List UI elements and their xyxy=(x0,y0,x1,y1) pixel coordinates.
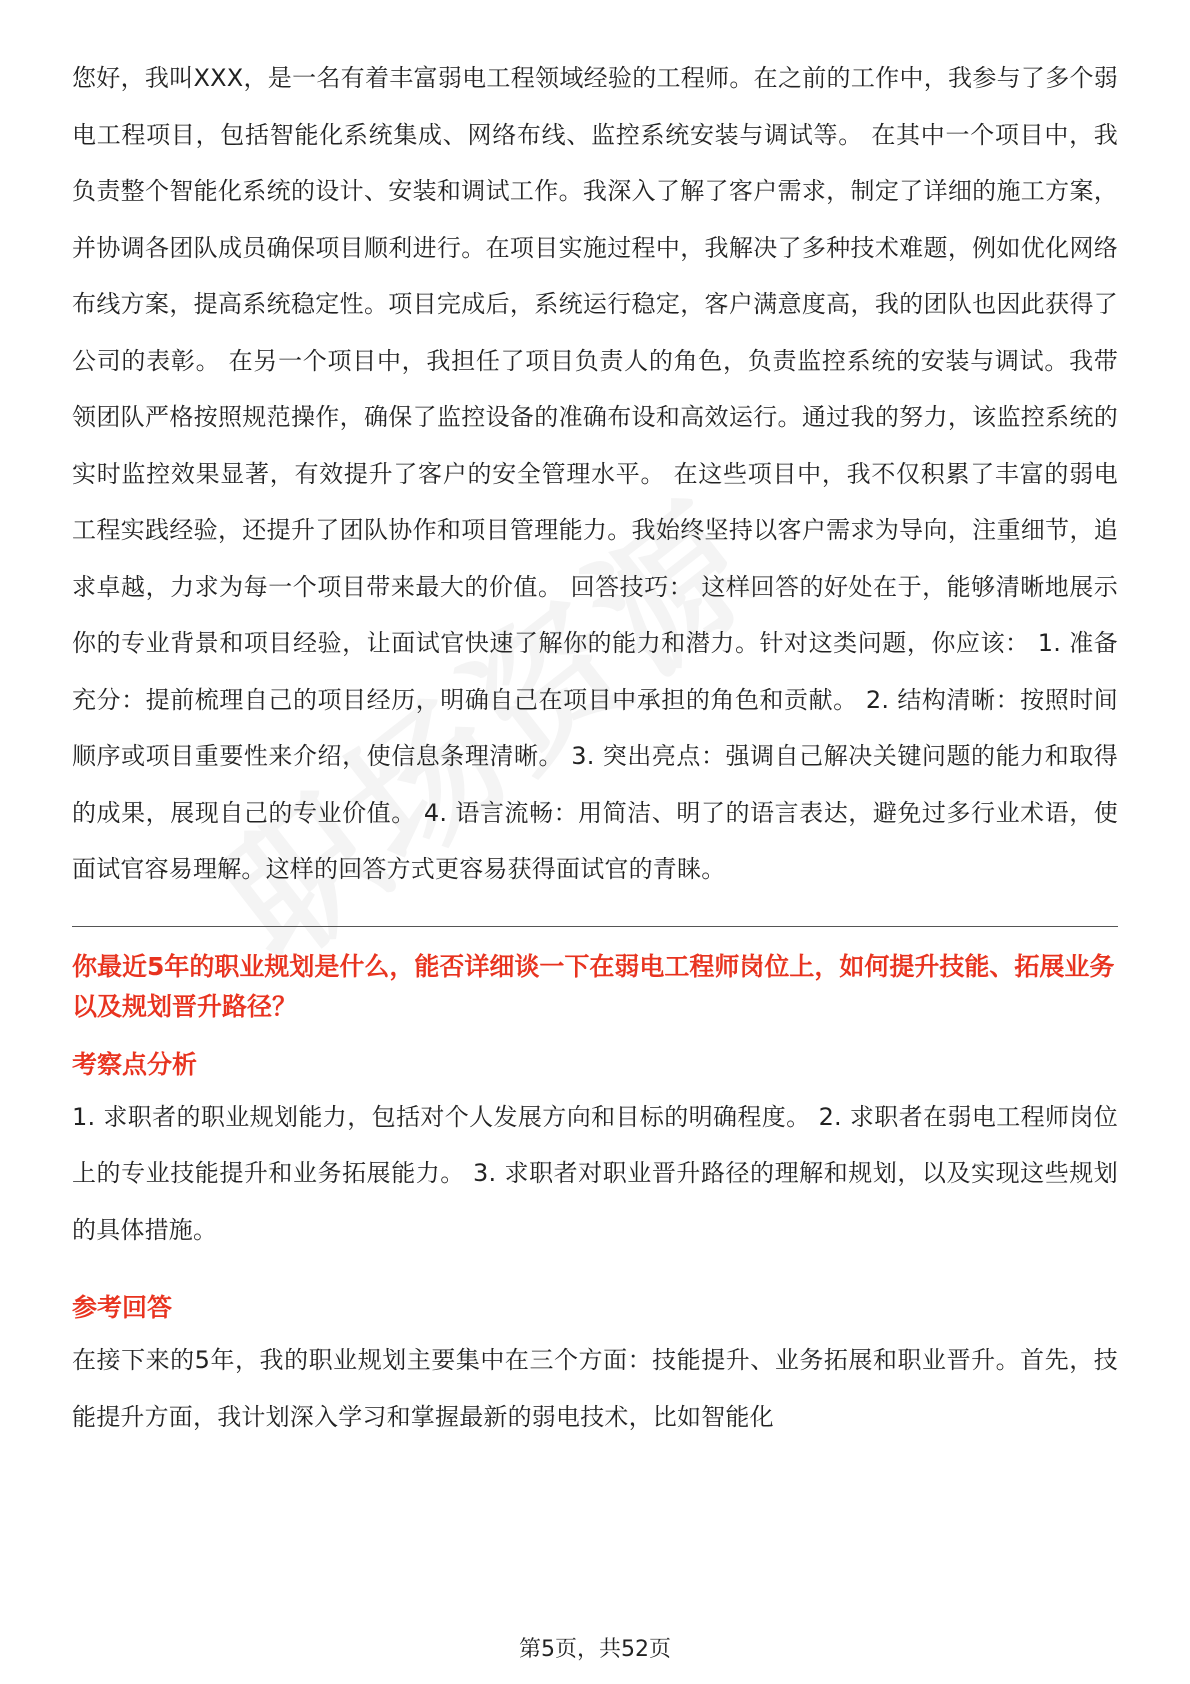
intro-answer-paragraph: 您好，我叫XXX，是一名有着丰富弱电工程领域经验的工程师。在之前的工作中，我参与了多个弱电工程项目，包括智能化系统集成、网络布线、监控系统安装与调试等。 在其中一个项目中，我负责整个智能化系统的设计、安装和调试工作。我深入了解了客户需求，制定了详细的施工方案，并协调各团队成员确保项目顺利进行。在项目实施过程中，我解决了多种技术难题，例如优化网络布线方案，提高系统稳定性。项目完成后，系统运行稳定，客户满意度高，我的团队也因此获得了公司的表彰。 在另一个项目中，我担任了项目负责人的角色，负责监控系统的安装与调试。我带领团队严格按照规范操作，确保了监控设备的准确布设和高效运行。通过我的努力，该监控系统的实时监控效果显著，有效提升了客户的安全管理水平。 在这些项目中，我不仅积累了丰富的弱电工程实践经验，还提升了团队协作和项目管理能力。我始终坚持以客户需求为导向，注重细节，追求卓越，力求为每一个项目带来最大的价值。 回答技巧： 这样回答的好处在于，能够清晰地展示你的专业背景和项目经验，让面试官快速了解你的能力和潜力。针对这类问题，你应该： 1. 准备充分：提前梳理自己的项目经历，明确自己在项目中承担的角色和贡献。 2. 结构清晰：按照时间顺序或项目重要性来介绍，使信息条理清晰。 3. 突出亮点：强调自己解决关键问题的能力和取得的成果，展现自己的专业价值。 4. 语言流畅：用简洁、明了的语言表达，避免过多行业术语，使面试官容易理解。这样的回答方式更容易获得面试官的青睐。 xyxy=(72,64,1118,883)
reference-answer-heading: 参考回答 xyxy=(72,1293,173,1322)
analysis-paragraph: 1. 求职者的职业规划能力，包括对个人发展方向和目标的明确程度。 2. 求职者在弱电工程师岗位上的专业技能提升和业务拓展能力。 3. 求职者对职业晋升路径的理解和规划，以及实现这些规划的具体措施。 xyxy=(72,1102,1118,1244)
document-page xyxy=(72,50,1118,1445)
section-divider xyxy=(72,926,1118,927)
reference-answer-paragraph: 在接下来的5年，我的职业规划主要集中在三个方面：技能提升、业务拓展和职业晋升。首先，技能提升方面，我计划深入学习和掌握最新的弱电技术，比如智能化 xyxy=(72,1346,1118,1431)
interview-question: 你最近5年的职业规划是什么，能否详细谈一下在弱电工程师岗位上，如何提升技能、拓展业务以及规划晋升路径？ xyxy=(72,951,1115,1021)
page-number-footer: 第5页，共52页 xyxy=(519,1637,671,1662)
analysis-heading: 考察点分析 xyxy=(72,1049,198,1079)
